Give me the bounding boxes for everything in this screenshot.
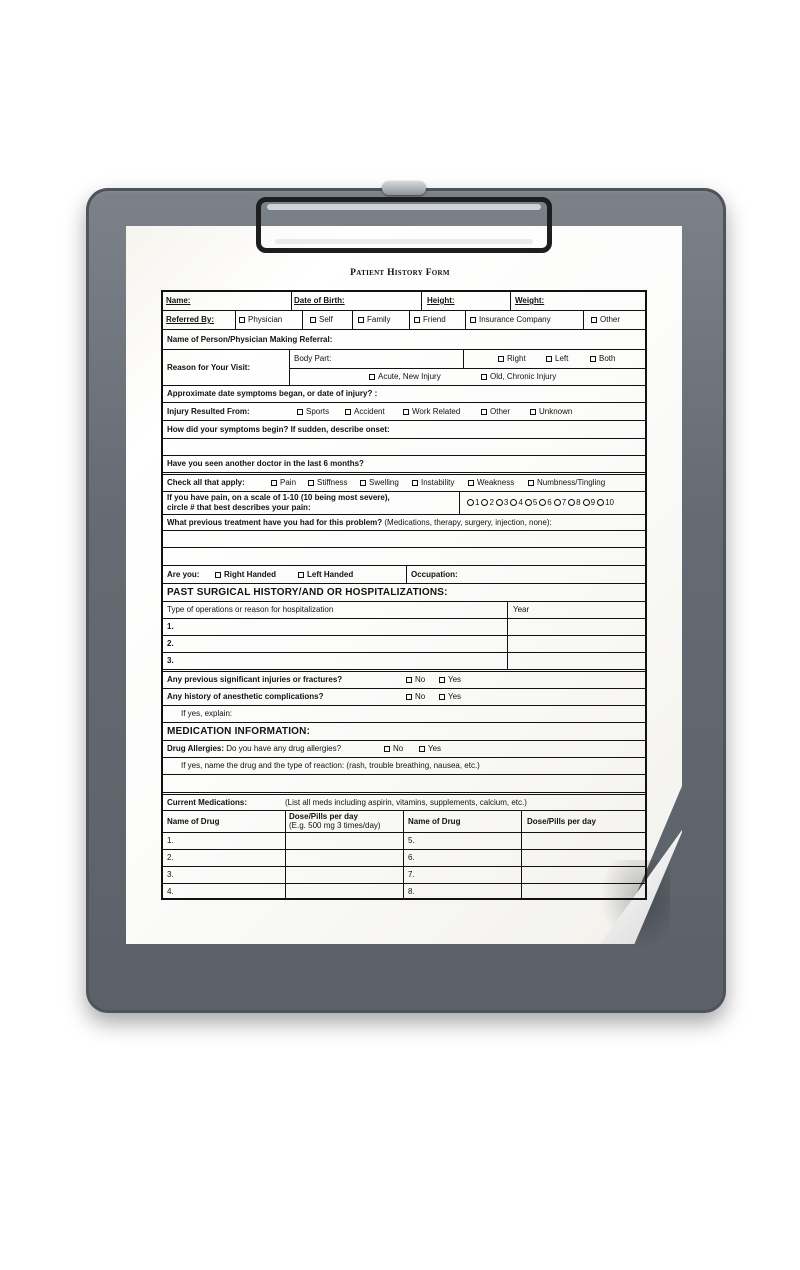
pain-scale-number: 3 — [503, 498, 509, 507]
referred-family-option[interactable] — [358, 315, 391, 325]
left-handed-option[interactable] — [298, 570, 353, 580]
divider — [352, 311, 353, 329]
checkbox[interactable] — [297, 409, 303, 415]
pain-scale-number: 8 — [576, 498, 581, 507]
divider — [285, 850, 286, 866]
row-pain-scale — [163, 492, 645, 515]
surgical-row[interactable] — [163, 636, 645, 653]
option-label: Yes — [448, 675, 462, 684]
surgical-row[interactable] — [163, 653, 645, 670]
row-number: 8. — [408, 887, 415, 896]
occupation-label: Occupation: — [411, 570, 458, 579]
allergy-hint: If yes, name the drug and the type of reaction: (rash, trouble breathing, nausea, etc.) — [181, 761, 480, 770]
checkbox[interactable] — [470, 317, 476, 323]
divider — [521, 811, 522, 832]
pain-scale-number: 2 — [489, 498, 494, 507]
option-label: No — [393, 744, 404, 753]
another-doctor-label: Have you seen another doctor in the last 6 months? — [167, 459, 364, 468]
pain-scale-circle[interactable] — [568, 499, 575, 506]
right-handed-option[interactable] — [215, 570, 276, 580]
current-meds-label: Current Medications: — [167, 798, 248, 807]
row-another-doctor — [163, 456, 645, 473]
allergies-no-option[interactable] — [384, 744, 403, 754]
divider — [507, 602, 508, 618]
option-label: Other — [490, 407, 511, 416]
pain-scale-number: 9 — [590, 498, 596, 507]
option-label: Right — [507, 354, 526, 363]
checkbox[interactable] — [215, 572, 221, 578]
pain-scale-number: 10 — [605, 498, 614, 507]
option-label: Both — [599, 354, 616, 363]
divider — [409, 311, 410, 329]
checkbox[interactable] — [308, 480, 314, 486]
checkbox[interactable] — [360, 480, 366, 486]
pain-scale-options[interactable] — [465, 498, 614, 508]
divider — [403, 833, 404, 849]
row-handedness — [163, 566, 645, 584]
option-label: No — [415, 675, 426, 684]
divider — [403, 867, 404, 883]
name-label: Name: — [166, 296, 191, 305]
pain-scale-circle[interactable] — [525, 499, 532, 506]
surgical-year-header: Year — [513, 605, 530, 614]
check-instability-option[interactable] — [412, 478, 454, 488]
left-option[interactable] — [546, 354, 568, 364]
injury-unknown-option[interactable] — [530, 407, 572, 417]
surgical-heading: PAST SURGICAL HISTORY/AND OR HOSPITALIZATIONS: — [167, 587, 448, 598]
row-onset-blank[interactable] — [163, 439, 645, 456]
anesthetic-yes-option[interactable] — [439, 692, 461, 702]
check-numbness-option[interactable] — [528, 478, 605, 488]
row-drug-allergies — [163, 741, 645, 758]
option-label: Physician — [248, 315, 283, 324]
row-surgical-header — [163, 602, 645, 619]
option-label: Other — [600, 315, 621, 324]
divider — [285, 833, 286, 849]
row-number: 7. — [408, 870, 415, 879]
divider — [507, 653, 508, 669]
pain-scale-circle[interactable] — [481, 499, 488, 506]
row-allergy-hint — [163, 758, 645, 775]
checkbox[interactable] — [369, 374, 375, 380]
medication-heading: MEDICATION INFORMATION: — [167, 726, 311, 737]
weight-label: Weight: — [515, 296, 545, 305]
divider — [285, 884, 286, 900]
divider — [302, 311, 303, 329]
row-reason-for-visit — [163, 350, 645, 386]
checkbox[interactable] — [481, 374, 487, 380]
divider — [421, 292, 422, 310]
check-weakness-option[interactable] — [468, 478, 514, 488]
checkbox[interactable] — [439, 677, 445, 683]
pain-scale-number: 1 — [475, 498, 480, 507]
divider — [403, 850, 404, 866]
dose-header: Dose/Pills per day — [289, 812, 358, 821]
height-label: Height: — [427, 296, 455, 305]
anesthetic-question: Any history of anesthetic complications? — [167, 692, 324, 701]
checkbox[interactable] — [271, 480, 277, 486]
check-swelling-option[interactable] — [360, 478, 399, 488]
right-option[interactable] — [498, 354, 526, 364]
option-label: Swelling — [369, 478, 399, 487]
are-you-label: Are you: — [167, 570, 200, 579]
injuries-yes-option[interactable] — [439, 675, 461, 685]
row-anesthetic-question — [163, 689, 645, 706]
drug-name-header: Name of Drug — [167, 817, 220, 826]
approx-date-label: Approximate date symptoms began, or date of injury? : — [167, 389, 378, 398]
pain-scale-number: 6 — [547, 498, 552, 507]
row-explain — [163, 706, 645, 723]
option-label: Unknown — [539, 407, 573, 416]
row-number: 2. — [167, 853, 174, 862]
injury-work-option[interactable] — [403, 407, 460, 417]
row-number: 3. — [167, 870, 174, 879]
clip-rivet — [382, 181, 426, 195]
checkbox[interactable] — [384, 746, 390, 752]
checkbox[interactable] — [298, 572, 304, 578]
row-number: 2. — [167, 639, 174, 648]
row-treatment-blank[interactable] — [163, 548, 645, 566]
option-label: Left — [555, 354, 569, 363]
option-label: Self — [319, 315, 333, 324]
checkbox[interactable] — [412, 480, 418, 486]
option-label: Yes — [428, 744, 442, 753]
pain-scale-circle[interactable] — [583, 499, 590, 506]
injuries-question: Any previous significant injuries or fractures? — [167, 675, 343, 684]
pain-scale-number: 7 — [561, 498, 567, 507]
checkbox[interactable] — [406, 694, 412, 700]
divider — [459, 492, 460, 514]
pain-scale-circle[interactable] — [467, 499, 474, 506]
pain-scale-circle[interactable] — [496, 499, 503, 506]
body-part-label: Body Part: — [294, 354, 332, 363]
referred-other-option[interactable] — [591, 315, 620, 325]
prev-treatment-label: What previous treatment have you had for this problem? — [167, 518, 383, 527]
pain-scale-circle[interactable] — [597, 499, 604, 506]
checkbox[interactable] — [481, 409, 487, 415]
explain-label: If yes, explain: — [181, 709, 233, 718]
option-label: Work Related — [412, 407, 461, 416]
medication-row[interactable] — [163, 867, 645, 884]
divider — [510, 292, 511, 310]
checkbox[interactable] — [591, 317, 597, 323]
option-label: Family — [367, 315, 391, 324]
referred-self-option[interactable] — [310, 315, 333, 325]
divider — [406, 566, 407, 583]
check-all-label: Check all that apply: — [167, 478, 245, 487]
pain-scale-circle[interactable] — [554, 499, 561, 506]
check-stiffness-option[interactable] — [308, 478, 348, 488]
row-basic-info — [163, 292, 645, 311]
row-injury-cause — [163, 403, 645, 421]
referral-name-label: Name of Person/Physician Making Referral: — [167, 335, 333, 344]
checkbox[interactable] — [468, 480, 474, 486]
divider — [507, 636, 508, 652]
checkbox[interactable] — [358, 317, 364, 323]
row-prev-treatment — [163, 515, 645, 531]
allergies-question: Do you have any drug allergies? — [226, 744, 342, 753]
option-label: Accident — [354, 407, 385, 416]
row-treatment-blank[interactable] — [163, 531, 645, 548]
option-label: Left Handed — [307, 570, 354, 579]
checkbox[interactable] — [498, 356, 504, 362]
option-label: Acute, New Injury — [378, 372, 441, 381]
row-number: 5. — [408, 836, 415, 845]
option-label: No — [415, 692, 426, 701]
current-meds-hint: (List all meds including aspirin, vitamins, supplements, calcium, etc.) — [285, 798, 527, 807]
surgical-type-header: Type of operations or reason for hospitalization — [167, 605, 334, 614]
option-label: Instability — [421, 478, 455, 487]
injury-label: Injury Resulted From: — [167, 407, 250, 416]
pain-scale-circle[interactable] — [510, 499, 517, 506]
divider — [521, 867, 522, 883]
divider — [403, 811, 404, 832]
checkbox[interactable] — [414, 317, 420, 323]
referred-physician-option[interactable] — [239, 315, 282, 325]
surgical-row[interactable] — [163, 619, 645, 636]
option-label: Old, Chronic Injury — [490, 372, 557, 381]
checkbox[interactable] — [406, 677, 412, 683]
medication-row[interactable] — [163, 850, 645, 867]
pain-scale-number: 4 — [518, 498, 523, 507]
checkbox[interactable] — [546, 356, 552, 362]
pain-scale-circle[interactable] — [539, 499, 546, 506]
clipboard-clip — [256, 197, 552, 253]
checkbox[interactable] — [345, 409, 351, 415]
dose-example: (E.g. 500 mg 3 times/day) — [289, 821, 381, 830]
row-check-all — [163, 475, 645, 492]
drug-name-header-2: Name of Drug — [408, 817, 461, 826]
checkbox[interactable] — [530, 409, 536, 415]
medication-row[interactable] — [163, 833, 645, 850]
option-label: Numbness/Tingling — [537, 478, 606, 487]
check-pain-option[interactable] — [271, 478, 296, 488]
row-referred-by — [163, 311, 645, 330]
divider — [521, 833, 522, 849]
divider — [583, 311, 584, 329]
divider — [403, 884, 404, 900]
divider — [285, 867, 286, 883]
option-label: Pain — [280, 478, 297, 487]
row-number: 1. — [167, 836, 174, 845]
acute-option[interactable] — [369, 372, 441, 382]
form-title: Patient History Form — [350, 268, 450, 278]
injuries-no-option[interactable] — [406, 675, 425, 685]
allergies-yes-option[interactable] — [419, 744, 441, 754]
option-label: Yes — [448, 692, 462, 701]
checkbox[interactable] — [310, 317, 316, 323]
divider — [291, 292, 292, 310]
prev-treatment-hint: (Medications, therapy, surgery, injection, none): — [384, 518, 552, 527]
referred-insurance-option[interactable] — [470, 315, 551, 325]
option-label: Insurance Company — [479, 315, 551, 324]
dob-label: Date of Birth: — [294, 296, 345, 305]
pain-line1: If you have pain, on a scale of 1-10 (10 being most severe), — [167, 493, 390, 502]
row-injuries-question — [163, 672, 645, 689]
checkbox[interactable] — [590, 356, 596, 362]
both-option[interactable] — [590, 354, 615, 364]
divider — [285, 811, 286, 832]
patient-history-form — [161, 290, 647, 900]
injury-sports-option[interactable] — [297, 407, 329, 417]
row-med-table-header — [163, 811, 645, 833]
option-label: Friend — [423, 315, 446, 324]
allergies-label: Drug Allergies: — [167, 744, 225, 753]
option-label: Sports — [306, 407, 330, 416]
pain-scale-number: 5 — [532, 498, 538, 507]
row-onset — [163, 421, 645, 439]
divider — [465, 311, 466, 329]
option-label: Weakness — [477, 478, 515, 487]
anesthetic-no-option[interactable] — [406, 692, 425, 702]
row-allergy-blank[interactable] — [163, 775, 645, 793]
divider — [521, 884, 522, 900]
row-referral-name — [163, 330, 645, 350]
checkbox[interactable] — [403, 409, 409, 415]
onset-label: How did your symptoms begin? If sudden, describe onset: — [167, 425, 390, 434]
row-number: 6. — [408, 853, 415, 862]
row-current-medications — [163, 795, 645, 811]
divider — [289, 368, 645, 369]
row-surgical-heading — [163, 584, 645, 602]
divider — [463, 350, 464, 368]
option-label: Right Handed — [224, 570, 276, 579]
row-medication-heading — [163, 723, 645, 741]
reason-label: Reason for Your Visit: — [167, 363, 251, 372]
chronic-option[interactable] — [481, 372, 556, 382]
row-number: 4. — [167, 887, 174, 896]
injury-accident-option[interactable] — [345, 407, 385, 417]
row-number: 3. — [167, 656, 174, 665]
allergies-text — [167, 744, 341, 754]
checkbox[interactable] — [528, 480, 534, 486]
option-label: Stiffness — [317, 478, 348, 487]
prev-treatment-text — [167, 518, 552, 528]
referred-friend-option[interactable] — [414, 315, 446, 325]
injury-other-option[interactable] — [481, 407, 510, 417]
dose-header-2: Dose/Pills per day — [527, 817, 596, 826]
referred-label: Referred By: — [166, 315, 215, 324]
divider — [521, 850, 522, 866]
checkbox[interactable] — [419, 746, 425, 752]
divider — [235, 311, 236, 329]
row-number: 1. — [167, 622, 174, 631]
pain-line2: circle # that best describes your pain: — [167, 503, 311, 512]
medication-row[interactable] — [163, 884, 645, 900]
divider — [507, 619, 508, 635]
checkbox[interactable] — [439, 694, 445, 700]
row-approx-date — [163, 386, 645, 403]
checkbox[interactable] — [239, 317, 245, 323]
